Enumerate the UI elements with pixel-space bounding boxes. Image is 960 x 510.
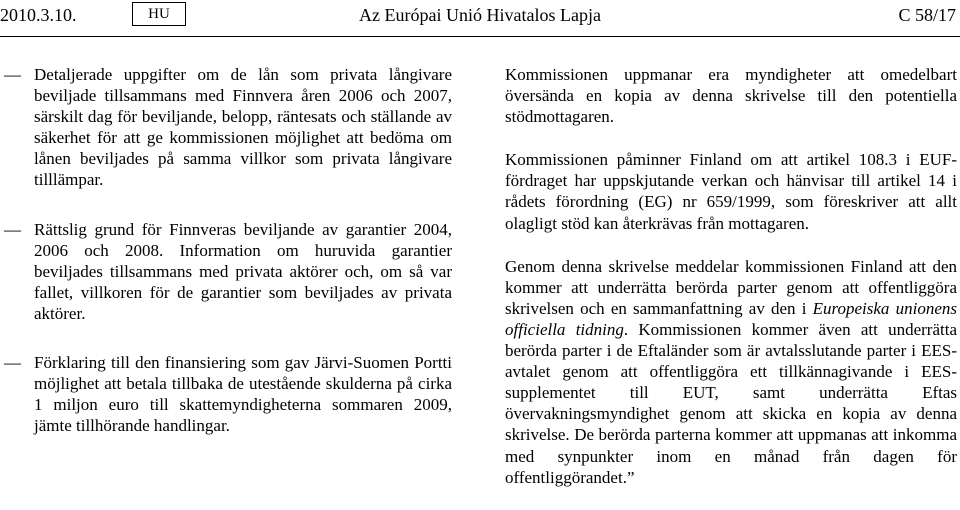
page-reference: C 58/17 xyxy=(898,5,956,25)
dash-marker: — xyxy=(4,219,21,239)
notification-text-start: Genom denna skrivelse meddelar kommissionen Finland att den kommer att underrätta berörda parter genom att offentliggöra skrivelsen och en sammanfattning av den i xyxy=(505,256,957,318)
paragraph-notification xyxy=(505,256,957,488)
page-header xyxy=(0,0,960,30)
bullet-item xyxy=(4,64,452,191)
paragraph-article-reminder: Kommissionen påminner Finland om att artikel 108.3 i EUF-fördraget har uppskjutande verkan och hänvisar till artikel 14 i rådets förordning (EG) nr 659/1999, som föreskriver att allt olagligt stöd kan återkrävas från mottagaren. xyxy=(505,150,957,233)
bullet-text: Detaljerade uppgifter om de lån som privata långivare beviljade tillsammans med Finnvera åren 2006 och 2007, särskilt dag för beviljande, belopp, räntesats och ställande av säkerhet för att ge kommissionen möjlighet att bedöma om lånen beviljades på samma villkor som privata långivare tilllämpar. xyxy=(34,65,452,190)
dash-marker: — xyxy=(4,353,21,373)
left-column xyxy=(4,64,452,464)
official-journal-title: Europeiska unionens officiella tidning xyxy=(505,298,957,339)
notification-text-end: . Kommissionen kommer även att underrätta berörda parter i de Eftaländer som är avtalsslutande parter i EES-avtalet genom att offentliggöra ett tillkännagivande i EES-supplementet till EUT, samt underrätta Eftas övervakningsmyndighet genom att skicka en kopia av denna skrivelse. De berörda parterna kommer att uppmanas att inkomma med synpunkter inom en månad från dagen för offentliggörandet.” xyxy=(505,319,957,487)
journal-title: Az Európai Unió Hivatalos Lapja xyxy=(359,5,601,25)
right-column xyxy=(505,64,957,510)
bullet-text: Rättslig grund för Finnveras beviljande av garantier 2004, 2006 och 2008. Information om huruvida garantier beviljades tillsammans med privata aktörer och, om så var fallet, villkoren för de garantier som beviljades av privata aktörer. xyxy=(34,219,452,323)
bullet-item xyxy=(4,352,452,436)
language-badge: HU xyxy=(132,2,186,26)
dash-marker: — xyxy=(4,65,21,84)
header-rule xyxy=(0,36,960,37)
bullet-text: Förklaring till den finansiering som gav Järvi-Suomen Portti möjlighet att betala tillbaka de utestående skulderna på cirka 1 miljon euro till skattemyndigheterna sommaren 2009, jämte tillhörande handlingar. xyxy=(34,353,452,436)
bullet-item xyxy=(4,219,452,324)
publication-date: 2010.3.10. xyxy=(0,5,77,25)
paragraph-forward-copy: Kommissionen uppmanar era myndigheter att omedelbart översända en kopia av denna skrivelse till den potentiella stödmottagaren. xyxy=(505,65,957,127)
